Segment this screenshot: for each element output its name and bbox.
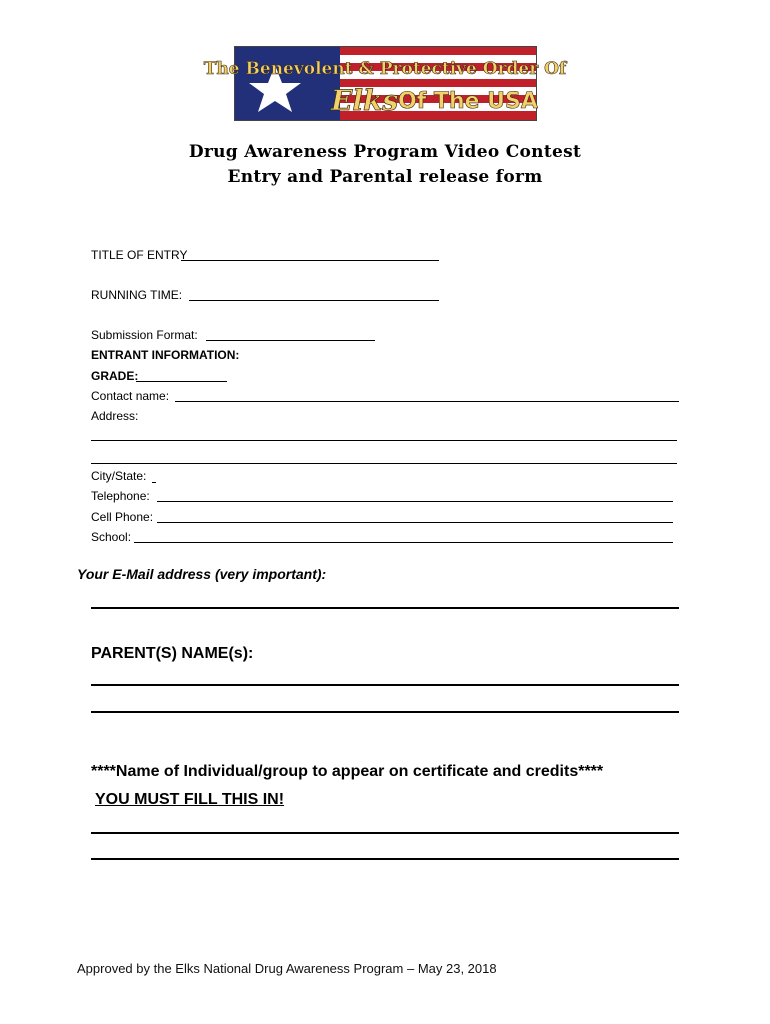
certificate-name-line-1[interactable]	[91, 832, 679, 834]
cell-phone-line[interactable]	[157, 522, 673, 523]
form-title-line1: Drug Awareness Program Video Contest	[188, 142, 582, 162]
logo-elks-script: Elks	[331, 84, 399, 117]
school-line[interactable]	[134, 542, 673, 543]
must-fill-notice: YOU MUST FILL THIS IN!	[95, 791, 285, 808]
grade-label: GRADE:	[91, 369, 139, 383]
logo-line2: Of The USA	[398, 89, 538, 114]
entrant-information-heading: ENTRANT INFORMATION:	[91, 348, 240, 362]
contact-name-line[interactable]	[175, 401, 679, 402]
elks-logo-banner	[203, 46, 567, 121]
cell-phone-label: Cell Phone:	[91, 510, 154, 524]
running-time-label: RUNNING TIME:	[91, 288, 183, 302]
certificate-name-label: ****Name of Individual/group to appear on certificate and credits****	[91, 763, 604, 780]
form-title-line2: Entry and Parental release form	[227, 167, 543, 187]
parents-name-line-1[interactable]	[91, 684, 679, 686]
email-line[interactable]	[91, 607, 679, 609]
logo-line1: The Benevolent & Protective Order Of	[203, 59, 567, 79]
city-state-label: City/State:	[91, 469, 147, 483]
approval-footer: Approved by the Elks National Drug Awareness Program – May 23, 2018	[77, 961, 497, 976]
city-state-line[interactable]	[152, 482, 156, 483]
grade-line[interactable]	[136, 381, 227, 382]
school-label: School:	[91, 530, 132, 544]
telephone-label: Telephone:	[91, 489, 150, 503]
parents-name-label: PARENT(S) NAME(s):	[91, 645, 254, 662]
flag-logo-image	[203, 47, 567, 120]
title-of-entry-label: TITLE OF ENTRY	[91, 248, 188, 262]
parents-name-line-2[interactable]	[91, 711, 679, 713]
submission-format-line[interactable]	[206, 340, 375, 341]
address-line-1[interactable]	[91, 440, 677, 441]
title-of-entry-line[interactable]	[181, 260, 439, 261]
email-label: Your E-Mail address (very important):	[77, 566, 327, 582]
address-label: Address:	[91, 409, 139, 423]
address-line-2[interactable]	[91, 463, 677, 464]
running-time-line[interactable]	[189, 300, 439, 301]
certificate-name-line-2[interactable]	[91, 858, 679, 860]
telephone-line[interactable]	[157, 501, 673, 502]
submission-format-label: Submission Format:	[91, 328, 198, 342]
contact-name-label: Contact name:	[91, 389, 170, 403]
